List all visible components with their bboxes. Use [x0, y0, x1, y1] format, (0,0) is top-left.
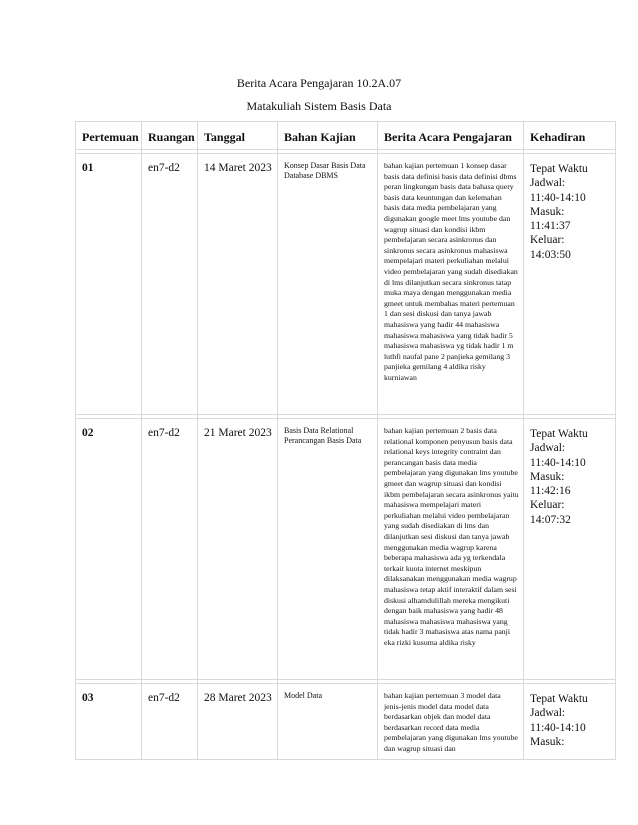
room: en7-d2	[142, 684, 198, 760]
attendance-label: Keluar:	[530, 499, 565, 512]
attendance-label: Masuk:	[530, 735, 565, 748]
attendance-label: Masuk:	[530, 470, 565, 483]
attendance	[524, 684, 616, 760]
topic: Model Data	[278, 684, 378, 760]
teaching-report-table	[75, 121, 616, 760]
page-title: Berita Acara Pengajaran 10.2A.07	[236, 76, 402, 90]
topic: Basis Data Relational Perancangan Basis Data	[278, 419, 378, 680]
date: 28 Maret 2023	[198, 684, 278, 760]
attendance-value: 11:42:16	[530, 485, 571, 498]
topic: Konsep Dasar Basis Data Database DBMS	[278, 154, 378, 415]
attendance-value: 14:07:32	[530, 513, 571, 526]
report-text: bahan kajian pertemuan 1 konsep dasar basis data definisi basis data definisi dbms peran lingkungan basis data bahasa query basis data keuntungan dan kelemahan basis data media pembelajaran yang digunakan google meet lms youtube dan wagrup situasi dan kondisi ikbm pembelajaran secara asinkronus dan sinkronus secara asinkronus mahasiswa mempelajari materi perkuliahan melalui video pembelajaran yang sudah disediakan di lms dilanjutkan secara sinkronus tatap muka maya dengan menggunakan media gmeet untuk membahas materi pertemuan 1 dan sesi diskusi dan tanya jawab mahasiswa yang hadir 44 mahasiswa mahasiswa mahasiswa yang tidak hadir 5 mahasiswa mahasiswa yg tidak hadir 1 m luthfi naufal pane 2 panjieka gemilang 3 panjieka gemilang 4 aldika risky kurniawan	[378, 154, 524, 415]
column-header-kehadiran: Kehadiran	[524, 122, 616, 150]
attendance-value: 14:03:50	[530, 248, 571, 261]
attendance-value: 11:41:37	[530, 220, 571, 233]
meeting-number: 01	[76, 154, 142, 415]
attendance-value: 11:40-14:10	[530, 456, 586, 469]
column-header-tanggal: Tanggal	[198, 122, 278, 150]
attendance-label: Masuk:	[530, 205, 565, 218]
attendance-label: Jadwal:	[530, 177, 566, 190]
table-row	[76, 684, 616, 760]
attendance-value: 11:40-14:10	[530, 191, 586, 204]
report-text: bahan kajian pertemuan 3 model data jenis-jenis model data model data berdasarkan objek dan model data berdasarkan record data media pembelajaran yang digunakan lms youtube dan wagrup situasi dan	[378, 684, 524, 760]
report-text: bahan kajian pertemuan 2 basis data relational komponen penyusun basis data relational keys integrity contraint dan perancangan basis data media pembelajaran yang digunakan lms youtube gmeet dan wagrup situasi dan kondisi ikbm pembelajaran secara asinkronus yaitu mahasiswa mempelajari materi perkuliahan melalui video pembelajaran yang sudah disediakan di lms dan dilanjutkan sesi diskusi dan tanya jawab menggunakan media wagrup karena beberapa mahasiswa ada yg terkendala terkait kuota internet meskipun dilaksanakan menggunakan media wagrup mahasiswa tetap aktif interaktif dalam sesi diskusi alhamdulillah mereka mengikuti dengan baik mahasiswa yang hadir 48 mahasiswa mahasiswa mahasiswa yang tidak hadir 3 mahasiswa atas nama panji eka rizki kusuma aldika risky	[378, 419, 524, 680]
date: 14 Maret 2023	[198, 154, 278, 415]
column-header-ruangan: Ruangan	[142, 122, 198, 150]
column-header-pertemuan: Pertemuan	[76, 122, 142, 150]
attendance-status: Tepat Waktu	[530, 693, 588, 705]
date: 21 Maret 2023	[198, 419, 278, 680]
table-header-row	[76, 122, 616, 150]
attendance-status: Tepat Waktu	[530, 163, 588, 175]
attendance-value: 11:40-14:10	[530, 721, 586, 734]
table-row	[76, 154, 616, 415]
attendance-status: Tepat Waktu	[530, 428, 588, 440]
attendance-label: Jadwal:	[530, 707, 566, 720]
column-header-berita-acara: Berita Acara Pengajaran	[378, 122, 524, 150]
room: en7-d2	[142, 419, 198, 680]
attendance-label: Jadwal:	[530, 442, 566, 455]
table-row	[76, 419, 616, 680]
attendance-label: Keluar:	[530, 234, 565, 247]
attendance	[524, 154, 616, 415]
attendance	[524, 419, 616, 680]
room: en7-d2	[142, 154, 198, 415]
meeting-number: 02	[76, 419, 142, 680]
course-subtitle: Matakuliah Sistem Basis Data	[246, 99, 392, 113]
meeting-number: 03	[76, 684, 142, 760]
column-header-bahan-kajian: Bahan Kajian	[278, 122, 378, 150]
